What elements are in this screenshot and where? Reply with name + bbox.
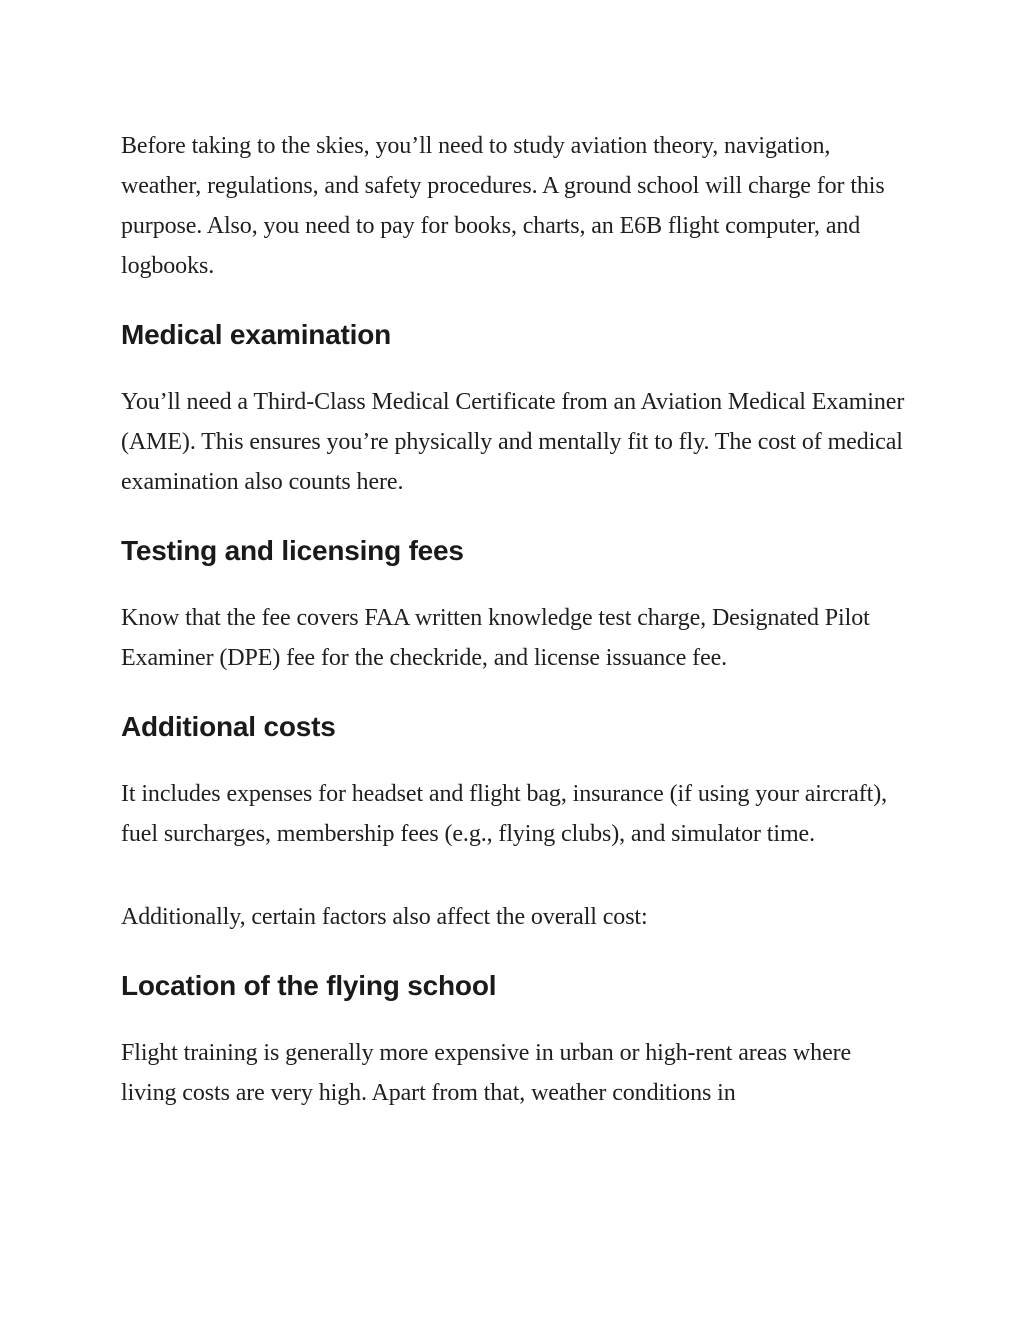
heading-medical-examination: Medical examination (121, 319, 392, 350)
transition-paragraph: Additionally, certain factors also affect the overall cost: (121, 904, 648, 930)
intro-paragraph: Before taking to the skies, you’ll need to study aviation theory, navigation, weather, regulations, and safety procedures. A ground school will charge for this purpose. Also, you need to pay for books, charts, an E6B flight computer, and logbooks. (121, 133, 885, 279)
heading-testing-licensing-fees: Testing and licensing fees (121, 535, 464, 566)
document-page (121, 126, 911, 1113)
paragraph-medical-examination: You’ll need a Third-Class Medical Certificate from an Aviation Medical Examiner (AME). This ensures you’re physically and mentally fit to fly. The cost of medical examination also counts here. (121, 389, 905, 495)
heading-additional-costs: Additional costs (121, 711, 336, 742)
paragraph-location-flying-school: Flight training is generally more expensive in urban or high-rent areas where living costs are very high. Apart from that, weather conditions in (121, 1040, 852, 1106)
heading-location-flying-school: Location of the flying school (121, 970, 497, 1001)
paragraph-testing-licensing-fees: Know that the fee covers FAA written knowledge test charge, Designated Pilot Examiner (DPE) fee for the checkride, and license issuance fee. (121, 605, 870, 671)
paragraph-additional-costs: It includes expenses for headset and flight bag, insurance (if using your aircraft), fuel surcharges, membership fees (e.g., flying clubs), and simulator time. (121, 781, 887, 847)
